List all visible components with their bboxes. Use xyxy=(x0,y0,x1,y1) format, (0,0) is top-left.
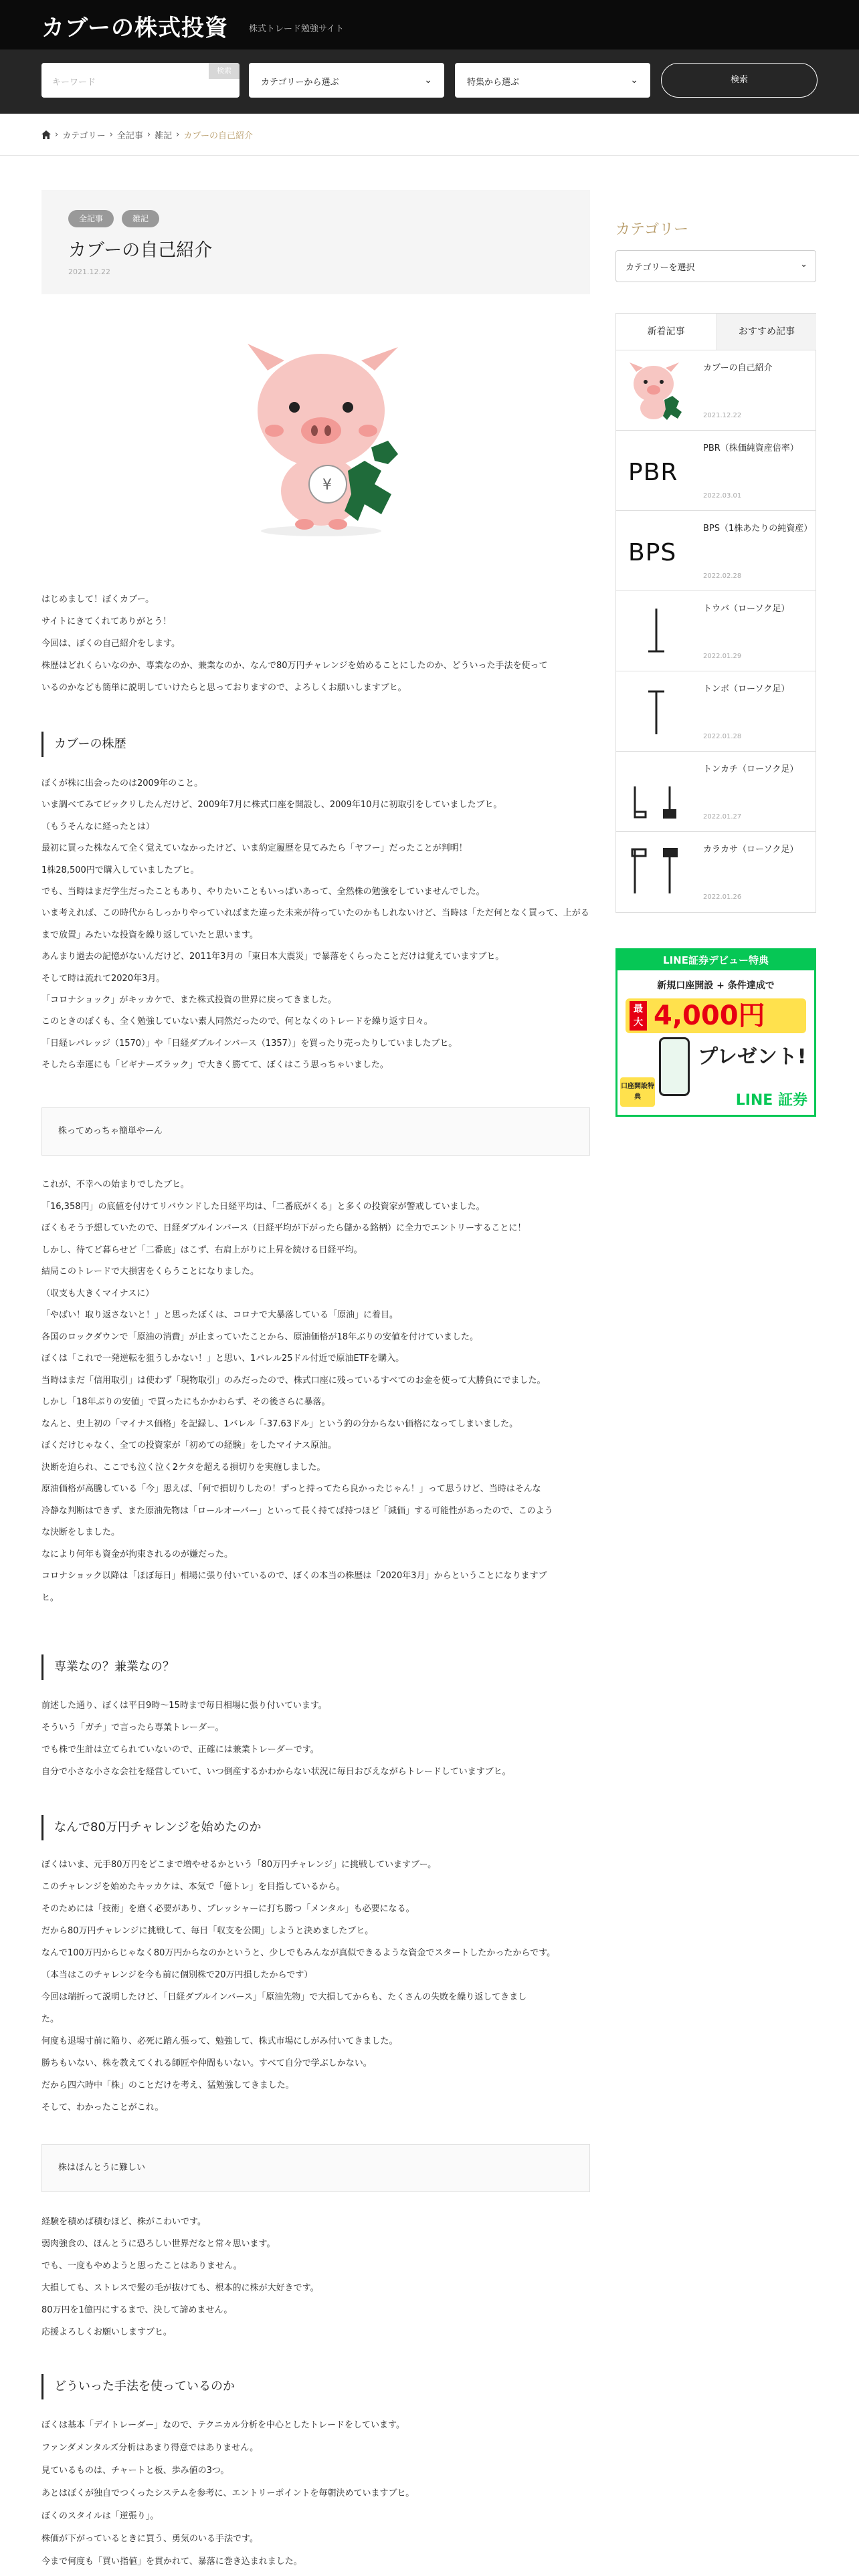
paragraph: 今まで何度も「買い指値」を貫かれて、暴落に巻き込まれました。 xyxy=(41,2557,302,2567)
post-title: トウバ（ローソク足） xyxy=(703,604,790,614)
paragraph: なんで100万円からじゃなく80万円からなのかというと、少しでもみんなが真似できるような資金でスタートしたかったからです。 xyxy=(41,1948,556,1958)
paragraph: 1株28,500円で購入していましたブヒ。 xyxy=(41,865,199,875)
list-item[interactable] xyxy=(616,350,816,431)
ad-max-label: 最大 xyxy=(630,1001,647,1031)
paragraph: 原油価格が高騰している「今」思えば、「何で損切りしたの！ずっと持ってたら良かったじゃん！」って思うけど、当時はそんな xyxy=(41,1484,541,1494)
paragraph: いるのかなども簡単に説明していけたらと思っておりますので、よろしくお願いしますブヒ。 xyxy=(41,683,407,693)
category-select[interactable] xyxy=(249,63,444,98)
paragraph: 今回は、ぼくの自己紹介をします。 xyxy=(41,639,180,649)
list-item[interactable] xyxy=(616,832,816,912)
paragraph: 勝ちもいない、株を教えてくれる師匠や仲間もいない。すべて自分で学ぶしかない。 xyxy=(41,2058,372,2068)
intro-section xyxy=(41,588,590,699)
paragraph: あとはぼくが独自でつくったシステムを参考に、エントリーポイントを毎朝決めていますブヒ。 xyxy=(41,2488,415,2498)
paragraph: いま考えれば、この時代からしっかりやっていればまた違った未来が待っていたのかもしれないけど、当時は「ただ何となく買って、上がるまで放置」みたいな投資を繰り返していたと思います。 xyxy=(41,908,589,940)
paragraph: ぼくのスタイルは「逆張り」。 xyxy=(41,2511,159,2521)
paragraph: 「16,358円」の底値を付けてリバウンドした日経平均は、「二番底がくる」と多くの投資家が警戒していました。 xyxy=(41,1201,485,1212)
paragraph: そして時は流れて2020年3月。 xyxy=(41,973,165,984)
paragraph: 80万円を1億円にするまで、決して諦めません。 xyxy=(41,2305,233,2315)
heading-challenge: なんで80万円チャレンジを始めたのか xyxy=(41,1815,590,1840)
hard-section xyxy=(41,2211,590,2343)
tonbo-candlestick-icon xyxy=(623,679,690,744)
ad-title: LINE証券デビュー特典 xyxy=(617,950,814,970)
challenge-section xyxy=(41,1854,590,2119)
paragraph: な決断をしました。 xyxy=(41,1527,120,1537)
paragraph: ぼくは「これで一発逆転を狙うしかない！」と思い、1バレル25ドル付近で原油ETFを購入。 xyxy=(41,1354,405,1364)
post-title: カラカサ（ローソク足） xyxy=(703,845,799,855)
pig-mascot-image xyxy=(221,330,435,538)
category-select-label: カテゴリーから選ぶ xyxy=(261,78,339,88)
post-title: トンカチ（ローソク足） xyxy=(703,764,799,774)
breadcrumb-all[interactable]: 全記事 xyxy=(116,131,143,141)
site-header xyxy=(0,0,859,49)
touba-candlestick-icon xyxy=(623,599,690,663)
bps-thumbnail-text: BPS xyxy=(628,539,677,566)
tab-latest[interactable]: 新着記事 xyxy=(616,314,716,350)
paragraph: しかし「18年ぶりの安値」で買ったにもかかわらず、その後さらに暴落。 xyxy=(41,1397,330,1407)
post-date: 2021.12.22 xyxy=(703,412,742,419)
paragraph: ファンダメンタルズ分析はあまり得意ではありません。 xyxy=(41,2443,259,2453)
paragraph: ぼくは基本「デイトレーダー」なので、テクニカル分析を中心としたトレードをしています。 xyxy=(41,2420,405,2430)
pbr-thumbnail-text: PBR xyxy=(628,459,678,486)
heading-method: どういった手法を使っているのか xyxy=(41,2374,590,2399)
sidebar-category-select-label: カテゴリーを選択 xyxy=(626,263,695,273)
callout-box: 株はほんとうに難しい xyxy=(41,2144,590,2192)
post-title: PBR（株価純資産倍率） xyxy=(703,443,799,453)
paragraph: （収支も大きくマイナスに） xyxy=(41,1288,155,1299)
paragraph: 経験を積めば積むほど、株がこわいです。 xyxy=(41,2217,206,2227)
post-date: 2022.01.26 xyxy=(703,893,742,901)
paragraph: 「日経レバレッジ（1570）」や「日経ダブルインバース（1357）」を買ったり売ったりしていましたブヒ。 xyxy=(41,1038,458,1049)
list-item[interactable] xyxy=(616,511,816,591)
paragraph: 株歴はどれくらいなのか、専業なのか、兼業なのか、なんで80万円チャレンジを始めることにしたのか、どういった手法を使って xyxy=(41,661,548,671)
paragraph: なにより何年も資金が拘束されるのが嫌だった。 xyxy=(41,1549,233,1560)
sidebar-category-heading: カテゴリー xyxy=(615,221,689,238)
breadcrumb-current: カブーの自己紹介 xyxy=(183,131,253,141)
breadcrumb-sep-icon: › xyxy=(55,130,59,140)
svg-text:¥: ¥ xyxy=(322,477,332,494)
sidebar-category-select[interactable] xyxy=(615,250,816,282)
paragraph: 冷静な判断はできず、また原油先物は「ロールオーバー」といって長く持てば持つほど「減価」する可能性があったので、このよう xyxy=(41,1505,553,1516)
list-item[interactable] xyxy=(616,431,816,511)
method-section xyxy=(41,2414,590,2573)
paragraph: 株価が下がっているときに買う、勇気のいる手法です。 xyxy=(41,2534,258,2544)
paragraph: このときのぼくも、全く勉強していない素人同然だったので、何となくのトレードを繰り返す日々。 xyxy=(41,1016,433,1027)
paragraph: でも株で生計は立てられていないので、正確には兼業トレーダーです。 xyxy=(41,1745,319,1755)
tag-all[interactable]: 全記事 xyxy=(68,210,114,227)
paragraph: はじめまして！ぼくカブー。 xyxy=(41,595,155,605)
paragraph: 最初に買った株なんて全く覚えていなかったけど、いま約定履歴を見てみたら「ヤフー」だったことが判明！ xyxy=(41,843,468,854)
search-bar xyxy=(0,49,859,114)
heading-pro: 専業なの？兼業なの？ xyxy=(41,1654,590,1680)
paragraph: ぼくもそう予想していたので、日経ダブルインバース（日経平均が下がったら儲かる銘柄）に全力でエントリーすることに！ xyxy=(41,1223,527,1233)
paragraph: ぼくが株に出会ったのは2009年のこと。 xyxy=(41,778,203,788)
paragraph: ぼくだけじゃなく、全ての投資家が「初めての経験」をしたマイナス原油。 xyxy=(41,1440,337,1451)
post-title: カブーの自己紹介 xyxy=(703,363,773,373)
list-item[interactable] xyxy=(616,591,816,671)
feature-select[interactable] xyxy=(455,63,650,98)
paragraph: （本当はこのチャレンジを今も前に個別株で20万円損したからです） xyxy=(41,1970,313,1980)
callout-box: 株ってめっちゃ簡単やーん xyxy=(41,1107,590,1156)
paragraph: なんと、史上初の「マイナス価格」を記録し、1バレル「-37.63ドル」という釣の分からない価格になってしまいました。 xyxy=(41,1418,518,1429)
paragraph: コロナショック以降は「ほぼ毎日」相場に張り付いているので、ぼくの本当の株歴は「2020年3月」からということになりますブ xyxy=(41,1571,547,1581)
paragraph: 「やばい！取り返さないと！」と思ったぼくは、コロナで大暴落している「原油」に着目。 xyxy=(41,1310,399,1320)
site-tagline: 株式トレード勉強サイト xyxy=(249,24,345,34)
ad-amount-box xyxy=(626,998,806,1033)
tab-recommended[interactable]: おすすめ記事 xyxy=(717,314,816,350)
post-title: トンボ（ローソク足） xyxy=(703,684,790,694)
paragraph: これが、不幸への始まりでしたブヒ。 xyxy=(41,1180,189,1190)
paragraph: そのためには「技術」を磨く必要があり、プレッシャーに打ち勝つ「メンタル」も必要になる。 xyxy=(41,1904,415,1914)
paragraph: 結局このトレードで大損害をくらうことになりました。 xyxy=(41,1267,260,1277)
home-icon[interactable] xyxy=(41,130,51,139)
after-quote-section xyxy=(41,1174,590,1609)
karakasa-candlestick-icon xyxy=(623,840,690,904)
paragraph: サイトにきてくれてありがとう！ xyxy=(41,617,172,627)
paragraph: 当時はまだ「信用取引」は使わず「現物取引」のみだったので、株式口座に残っているすべてのお金を使って大勝負にでました。 xyxy=(41,1375,546,1386)
paragraph: 応援よろしくお願いしますブヒ。 xyxy=(41,2327,172,2337)
chevron-down-icon: ⌄ xyxy=(630,75,638,86)
paragraph: ぼくはいま、元手80万円をどこまで増やせるかという「80万円チャレンジ」に挑戦していますブー。 xyxy=(41,1860,437,1870)
paragraph: しかし、待てど暮らせど「二番底」はこず、右肩上がりに上昇を続ける日経平均。 xyxy=(41,1245,363,1255)
paragraph: （もうそんなに経ったとは） xyxy=(41,821,155,832)
tag-misc[interactable]: 雑記 xyxy=(122,210,159,227)
pbr-thumbnail xyxy=(623,439,690,503)
list-item[interactable] xyxy=(616,671,816,752)
keyword-go-button[interactable]: 検索 xyxy=(209,63,240,79)
paragraph: でも、当時はまだ学生だったこともあり、やりたいこともいっぱいあって、全然株の勉強をしていませんでした。 xyxy=(41,887,485,897)
chevron-down-icon: ⌄ xyxy=(800,259,807,270)
breadcrumb-sep-icon: › xyxy=(109,130,113,140)
line-securities-ad-banner[interactable] xyxy=(615,948,816,1117)
paragraph: 弱肉強食の、ほんとうに恐ろしい世界だなと常々思います。 xyxy=(41,2239,276,2249)
paragraph: でも、一度もやめようと思ったことはありません。 xyxy=(41,2261,242,2271)
breadcrumb-category[interactable]: カテゴリー xyxy=(62,131,106,141)
history-section xyxy=(41,773,590,1077)
chevron-down-icon: ⌄ xyxy=(424,75,432,86)
search-button[interactable]: 検索 xyxy=(661,63,818,98)
post-date: 2022.01.28 xyxy=(703,733,742,740)
site-logo[interactable]: カブーの株式投資 xyxy=(41,15,228,41)
paragraph: た。 xyxy=(41,2014,60,2024)
paragraph: 今回は端折って説明したけど、「日経ダブルインバース」「原油先物」で大損してからも、たくさんの失敗を繰り返してきまし xyxy=(41,1992,527,2002)
pig-thumbnail-icon xyxy=(623,358,690,423)
heading-history: カブーの株歴 xyxy=(41,732,590,757)
paragraph: 見ているものは、チャートと板、歩み値の3つ。 xyxy=(41,2466,229,2476)
line-securities-logo: LINE 証券 xyxy=(735,1092,807,1109)
paragraph: このチャレンジを始めたキッカケは、本気で「億トレ」を目指しているから。 xyxy=(41,1882,345,1892)
pro-section xyxy=(41,1695,590,1783)
post-list xyxy=(615,350,816,913)
list-item[interactable] xyxy=(616,752,816,832)
phone-icon xyxy=(659,1037,690,1096)
paragraph: いま調べてみてビックリしたんだけど、2009年7月に株式口座を開設し、2009年10月に初取引をしていましたブヒ。 xyxy=(41,800,502,811)
paragraph: 決断を迫られ、ここでも泣く泣く2ケタを超える損切りを実施しました。 xyxy=(41,1462,326,1473)
breadcrumb-sep-icon: › xyxy=(176,130,180,140)
paragraph: 大損しても、ストレスで髪の毛が抜けても、根本的に株が大好きです。 xyxy=(41,2283,319,2293)
paragraph: そしたら幸運にも「ビギナーズラック」で大きく勝てて、ぼくはこう思っちゃいました。 xyxy=(41,1060,389,1071)
post-date: 2022.01.29 xyxy=(703,653,742,660)
paragraph: だから80万円チャレンジに挑戦して、毎日「収支を公開」しようと決めましたブヒ。 xyxy=(41,1926,374,1936)
feature-select-label: 特集から選ぶ xyxy=(467,78,520,88)
keyword-input[interactable] xyxy=(41,63,240,98)
article-header xyxy=(41,190,590,294)
paragraph: そして、わかったことがこれ。 xyxy=(41,2103,164,2113)
post-date: 2022.02.28 xyxy=(703,572,742,580)
breadcrumb-sep-icon: › xyxy=(147,130,151,140)
article-title: カブーの自己紹介 xyxy=(68,240,213,261)
paragraph: だから四六時中「株」のことだけを考え、猛勉強してきました。 xyxy=(41,2080,294,2090)
ad-badge: 口座開設特典 xyxy=(620,1077,655,1107)
post-date: 2022.03.01 xyxy=(703,492,742,500)
paragraph: そういう「ガチ」で言ったら専業トレーダー。 xyxy=(41,1723,224,1733)
ad-subtitle: 新規口座開設 + 条件達成で xyxy=(657,980,775,991)
ad-amount: 4,000円 xyxy=(654,1000,765,1031)
article-date: 2021.12.22 xyxy=(68,267,110,276)
post-tabs xyxy=(615,313,816,350)
ad-present-text: プレゼント! xyxy=(698,1045,807,1069)
paragraph: あんまり過去の記憶がないんだけど、2011年3月の「東日本大震災」で暴落をくらったことだけは覚えていますブヒ。 xyxy=(41,952,504,962)
paragraph: 自分で小さな小さな会社を経営していて、いつ倒産するかわからない状況に毎日おびえながらトレードしていますブヒ。 xyxy=(41,1767,511,1777)
keyword-placeholder: キーワード xyxy=(52,78,96,88)
paragraph: 何度も退場寸前に陥り、必死に踏ん張って、勉強して、株式市場にしがみ付いてきました。 xyxy=(41,2036,398,2046)
paragraph: 前述した通り、ぼくは平日9時〜15時まで毎日相場に張り付いています。 xyxy=(41,1701,327,1711)
bps-thumbnail xyxy=(623,519,690,583)
paragraph: ヒ。 xyxy=(41,1592,59,1603)
breadcrumb xyxy=(41,128,253,141)
divider xyxy=(0,155,859,156)
breadcrumb-misc[interactable]: 雑記 xyxy=(155,131,173,141)
post-title: BPS（1株あたりの純資産） xyxy=(703,524,813,534)
paragraph: 各国のロックダウンで「原油の消費」が止まっていたことから、原油価格が18年ぶりの安値を付けていました。 xyxy=(41,1331,479,1342)
post-date: 2022.01.27 xyxy=(703,813,742,821)
paragraph: 「コロナショック」がキッカケで、また株式投資の世界に戻ってきました。 xyxy=(41,995,337,1006)
tonkachi-candlestick-icon xyxy=(623,760,690,824)
